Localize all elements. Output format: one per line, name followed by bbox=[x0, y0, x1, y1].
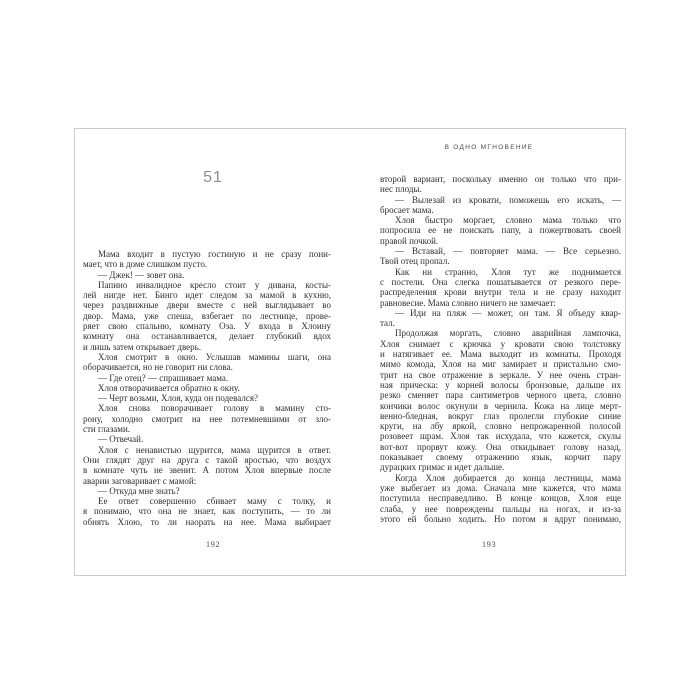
text-line: ряет свою спальню, комнату Оза. У входа в Хлоину bbox=[83, 321, 331, 332]
left-page-number: 192 bbox=[205, 539, 221, 549]
text-line: вот-вот прорвут кожу. Она откидывает голову назад, bbox=[380, 441, 621, 452]
text-line: уже выбегает из дома. Сначала мне кажется, что мама bbox=[380, 482, 621, 493]
text-line: показывает своему отражению язык, корчит пару bbox=[380, 452, 621, 463]
text-line: сти глазами. bbox=[83, 424, 131, 435]
text-line: — Отвечай. bbox=[98, 434, 144, 445]
text-line: второй вариант, поскольку именно он только что при- bbox=[380, 174, 621, 184]
text-line: попросила ее не поискать папу, а пожертвовать своей bbox=[380, 225, 621, 236]
text-line: Ее ответ совершенно сбивает маму с толку, и bbox=[98, 496, 331, 507]
left-page bbox=[75, 129, 351, 575]
text-line: правой почкой. bbox=[380, 235, 439, 246]
text-line: бросает мама. bbox=[380, 204, 434, 215]
text-line: — Черт возьми, Хлоя, куда он подевался? bbox=[98, 393, 259, 404]
text-line: Хлоя быстро моргает, словно мама только что bbox=[395, 215, 621, 226]
text-line: и натягивает ее. Мама выходит из комнаты. Проходя bbox=[380, 349, 621, 360]
text-line: распределения крови внутри тела и не сразу находит bbox=[380, 287, 621, 298]
text-line: мимо комода, Хлоя на миг замирает и пристально смо- bbox=[380, 359, 621, 370]
text-line: мает, что в доме слишком пусто. bbox=[83, 259, 208, 270]
chapter-number: 51 bbox=[203, 169, 223, 186]
text-line: трит на свое отражение в зеркале. У нее очень стран- bbox=[380, 369, 621, 380]
text-line: нес плоды. bbox=[380, 184, 422, 195]
text-line: слаба, у нее повреждены пальцы на ногах, и из-за bbox=[380, 503, 621, 514]
text-line: равновесие. Мама словно ничего не замечает: bbox=[380, 297, 556, 308]
text-line: Хлоя смотрит в окно. Услышав мамины шаги, она bbox=[98, 351, 331, 362]
text-line: этого ей больно ходить. Но потом я вдруг понимаю, bbox=[380, 513, 621, 524]
text-line: двор. Мама, уже спеша, взбегает по лестнице, прове- bbox=[83, 310, 331, 321]
text-line: — Откуда мне знать? bbox=[98, 485, 180, 496]
right-page bbox=[351, 129, 627, 575]
text-line: дурацких гримас и идет дальше. bbox=[380, 462, 505, 473]
text-line: резко сменяет пара сантиметров черного цвета, словно bbox=[380, 390, 621, 401]
running-head: В ОДНО МГНОВЕНИЕ bbox=[444, 144, 534, 151]
text-line: — Вставай, — повторяет мама. — Все серьезно. bbox=[395, 246, 621, 257]
text-line: — Вылезай из кровати, поможешь его искать, — bbox=[395, 194, 621, 205]
text-line: рону, холодно смотрит на нее потемневшими от зло- bbox=[83, 413, 331, 424]
text-line: — Иди на пляж — может, он там. Я объеду квар- bbox=[395, 307, 621, 318]
text-line: через раздвижные двери вместе с ней выглядывает во bbox=[83, 300, 331, 311]
text-line: поступила несправедливо. В конце концов, Хлоя еще bbox=[380, 493, 621, 504]
text-line: Мама входит в пустую гостиную и не сразу пони- bbox=[98, 249, 331, 259]
text-line: тал. bbox=[380, 318, 395, 329]
text-line: Они глядят друг на друга с такой яростью, что воздух bbox=[83, 454, 331, 465]
text-line: круги, на лбу яркой, словно непрожаренной полосой bbox=[380, 421, 621, 432]
text-line: Хлоя снимает с крючка у кровати свою толстовку bbox=[380, 338, 621, 349]
text-line: Хлоя отворачивается обратно к окну. bbox=[98, 382, 240, 393]
text-line: Хлоя с ненавистью щурится, мама щурится в ответ. bbox=[98, 444, 331, 455]
text-line: ная прическа: у корней волосы бронзовые, дальше их bbox=[380, 379, 621, 390]
text-line: обнять Хлою, то ли наорать на нее. Мама выбирает bbox=[83, 516, 331, 527]
text-line: комнату она останавливается, делает глубокий вдох bbox=[83, 331, 331, 342]
text-line: Папино инвалидное кресло стоит у дивана, косты- bbox=[98, 279, 331, 290]
left-page-text bbox=[83, 249, 331, 527]
text-line: аварии заговаривает с мамой: bbox=[83, 475, 197, 486]
text-line: оборачивается, но не говорит ни слова. bbox=[83, 362, 233, 373]
text-line: кончики волос окунули в чернила. Кожа на лице мерт- bbox=[380, 400, 621, 411]
right-page-text bbox=[380, 174, 621, 524]
text-line: Хлоя снова поворачивает голову в мамину сто- bbox=[98, 403, 331, 414]
text-line: — Где отец? — спрашивает мама. bbox=[98, 372, 229, 383]
text-line: и лишь затем открывает дверь. bbox=[83, 341, 202, 352]
text-line: в комнате чуть не звенит. А потом Хлоя впервые после bbox=[83, 465, 331, 476]
text-line: лей нигде нет. Бинго идет следом за мамой в кухню, bbox=[83, 290, 331, 301]
book-spread bbox=[74, 128, 626, 576]
text-line: Как ни странно, Хлоя тут же поднимается bbox=[395, 266, 621, 277]
text-line: — Джек! — зовет она. bbox=[98, 269, 185, 280]
text-line: розовеет шрам. Хлоя так исхудала, что кажется, скулы bbox=[380, 431, 621, 442]
text-line: Твой отец пропал. bbox=[380, 256, 450, 267]
text-line: я понимаю, что она не знает, как поступить, — то ли bbox=[83, 506, 331, 517]
text-line: венно-бледная, вокруг глаз пролегли глубокие синие bbox=[380, 410, 621, 421]
text-line: Когда Хлоя добирается до конца лестницы, мама bbox=[395, 472, 621, 483]
text-line: с постели. Она слегка пошатывается от резкого пере- bbox=[380, 276, 621, 287]
text-line: Продолжая моргать, словно аварийная лампочка, bbox=[395, 328, 621, 339]
right-page-number: 193 bbox=[481, 539, 497, 549]
